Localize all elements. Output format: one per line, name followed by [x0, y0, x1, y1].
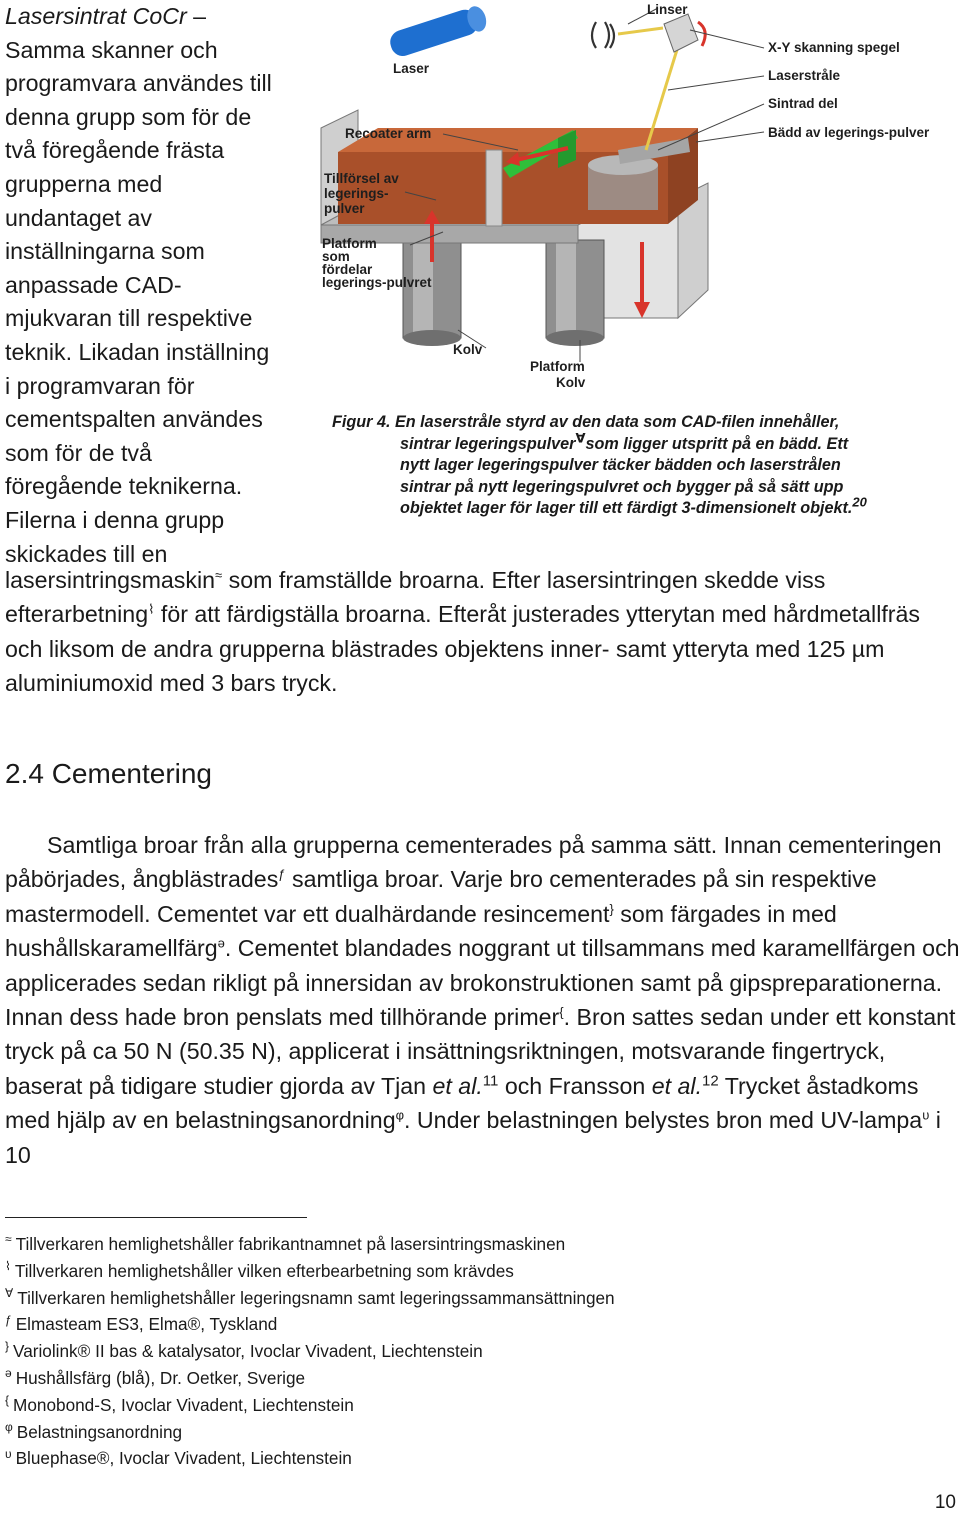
footnote-mark: ⌇ — [148, 601, 155, 617]
title-dash: – — [186, 3, 207, 29]
body-text: lasersintringsmaskin — [5, 567, 216, 593]
body-text: . Bron sattes sedan under ett konstant tryck på ca 50 N (50.35 N), applicerat i insättningsriktningen, motsvarande fingertryck, baserat på tidigare studier gjorda av Tjan — [5, 1004, 956, 1099]
footnote-mark: ≈ — [215, 567, 223, 583]
footnote-text: Variolink® II bas & katalysator, Ivoclar Vivadent, Liechtenstein — [13, 1341, 483, 1362]
reference-number: 12 — [702, 1072, 719, 1090]
body-text: och Fransson — [498, 1072, 652, 1099]
section-paragraph — [5, 828, 960, 1172]
wrap-line: anpassade CAD- — [5, 271, 182, 298]
caption-text: En laserstråle styrd av den data som CAD-filen innehåller, — [390, 413, 840, 431]
footnote-text: Tillverkaren hemlighetshåller vilken efterbearbetning som krävdes — [14, 1260, 514, 1281]
xy-mirror — [664, 14, 698, 52]
wrap-line: i programvaran för — [5, 372, 195, 399]
wrap-line: två föregående frästa — [5, 137, 225, 164]
footnote — [5, 1392, 905, 1419]
lens-1 — [592, 22, 596, 48]
footnote-mark: φ — [5, 1419, 13, 1434]
laser-unit — [387, 4, 489, 59]
label-tillforsel-1: Tillförsel av — [324, 171, 399, 186]
caption-lead: Figur 4. — [332, 413, 391, 431]
caption-text: sintrar legeringspulver — [400, 434, 576, 453]
label-platform-kolv-2: Kolv — [556, 375, 586, 390]
caption-line-2 — [332, 430, 932, 456]
laser-sintering-diagram — [318, 0, 960, 390]
footnote — [5, 1338, 905, 1365]
wrap-line: undantaget av — [5, 204, 152, 231]
label-laser: Laser — [393, 61, 430, 76]
wrap-line: Samma skanner och — [5, 36, 218, 63]
wrap-line: grupperna med — [5, 170, 163, 197]
wrap-line: mjukvaran till respektive — [5, 305, 253, 332]
wrap-line: Filerna i denna grupp — [5, 506, 225, 533]
footnote-divider — [5, 1217, 307, 1218]
footnote-mark: ƒ — [5, 1312, 12, 1327]
label-platform-kolv-1: Platform — [530, 359, 585, 374]
label-platform-1: Platform — [322, 236, 377, 251]
footnotes — [5, 1231, 905, 1472]
footnote-text: Tillverkaren hemlighetshåller fabrikantnamnet på lasersintringsmaskinen — [15, 1234, 566, 1254]
wrap-line: som för de två — [5, 439, 152, 466]
wrap-paragraph — [5, 0, 305, 571]
footnote-mark: ə — [5, 1366, 12, 1381]
subsection-title: Lasersintrat CoCr — [5, 3, 187, 29]
lens-2 — [605, 22, 609, 48]
separator-wall — [486, 150, 502, 226]
italic-etal: et al. — [432, 1072, 483, 1099]
label-recoater-arm: Recoater arm — [345, 126, 432, 141]
footnote — [5, 1365, 905, 1392]
caption-text: som ligger utspritt på en bädd. Ett — [585, 434, 849, 453]
wrap-line: teknik. Likadan inställning — [5, 338, 270, 365]
leader-laserstrale — [668, 76, 764, 90]
footnote-mark: ⌇ — [5, 1259, 11, 1274]
label-kolv: Kolv — [453, 342, 483, 357]
footnote-text: Belastningsanordning — [16, 1421, 183, 1442]
label-xy-spegel: X-Y skanning spegel — [768, 40, 900, 55]
footnote — [5, 1231, 905, 1258]
label-laserstrale: Laserstråle — [768, 68, 841, 83]
reference-number: 11 — [482, 1072, 499, 1090]
footnote-mark: υ — [5, 1446, 12, 1461]
laser-sintering-figure — [318, 0, 960, 390]
body-text: i 10 — [5, 1107, 941, 1168]
footnote-mark: ∀ — [575, 430, 586, 446]
footnote-mark: { — [559, 1004, 564, 1020]
lens-3 — [610, 24, 614, 48]
caption-line-4: sintrar på nytt legeringspulvret och bygger på så sätt upp — [400, 477, 844, 496]
footnote — [5, 1445, 905, 1472]
label-badd: Bädd av legerings-pulver — [768, 125, 930, 140]
body-text: Samtliga broar från alla grupperna cementerades på samma sätt. Innan cementeringen påbörjades, ångblästrades — [5, 832, 942, 893]
continued-paragraph — [5, 563, 955, 701]
page-number: 10 — [934, 1492, 956, 1513]
footnote-mark: } — [609, 901, 614, 917]
leader-badd — [696, 132, 764, 142]
body-text: som färgades in med hushållskaramellfärg — [5, 900, 837, 962]
footnote-text: Monobond-S, Ivoclar Vivadent, Liechtenstein — [13, 1394, 354, 1415]
footnote-mark: φ — [395, 1107, 405, 1123]
label-platform-2: som — [322, 249, 350, 264]
footnote-mark: ƒ — [278, 866, 286, 882]
label-tillforsel-2: legerings- — [324, 186, 389, 201]
caption-line-5 — [332, 494, 932, 520]
body-text: som framställde broarna. Efter lasersintringen skedde viss efterarbetning — [5, 567, 826, 628]
wrap-line: programvara användes till — [5, 70, 272, 97]
footnote — [5, 1285, 905, 1312]
label-linser: Linser — [647, 2, 688, 17]
wrap-line-0 — [5, 0, 305, 34]
caption-line-3: nytt lager legeringspulver täcker bädden och laserstrålen — [400, 456, 841, 474]
footnote — [5, 1258, 905, 1285]
footnote-mark: { — [5, 1393, 10, 1408]
footnote-mark: ≈ — [5, 1232, 12, 1247]
footnote-text: Elmasteam ES3, Elma®, Tyskland — [15, 1314, 278, 1335]
wrap-line: skickades till en — [5, 540, 168, 567]
section-heading: 2.4 Cementering — [5, 758, 213, 789]
footnote — [5, 1311, 905, 1338]
footnote-mark: ə — [217, 935, 225, 951]
label-platform-4: legerings-pulvret — [322, 275, 432, 290]
body-text: Trycket åstadkoms med hjälp av en belastningsanordning — [5, 1072, 919, 1134]
label-tillforsel-3: pulver — [324, 201, 365, 216]
right-piston-base — [546, 330, 604, 346]
caption-text: objektet lager för lager till ett färdigt 3-dimensionelt objekt. — [400, 499, 853, 517]
mirror-rotation-arrow — [698, 22, 705, 46]
footnote-text: Hushållsfärg (blå), Dr. Oetker, Sverige — [15, 1367, 306, 1388]
leader-sintrad — [658, 104, 764, 150]
label-sintrad-del: Sintrad del — [768, 96, 838, 111]
body-text: för att färdigställa broarna. Efteråt justerades ytterytan med hårdmetallfräs och liksom de andra grupperna blästrades objektens inner- samt ytteryta med 125 µm aluminiumoxid med 3 bars tryck. — [5, 601, 921, 697]
italic-etal: et al. — [651, 1072, 703, 1099]
right-piston-highlight — [556, 240, 576, 338]
wrap-line: cementspalten användes — [5, 406, 263, 433]
body-text: samtliga broar. Varje bro cementerades på sin respektive mastermodell. Cementet var ett dualhärdande resincement — [5, 866, 877, 927]
reference-number: 20 — [852, 494, 867, 510]
body-text: . Under belastningen belystes bron med UV-lampa — [404, 1107, 923, 1134]
laser-beam-horizontal — [618, 28, 663, 34]
wrap-line: föregående teknikerna. — [5, 473, 243, 500]
body-text: . Cementet blandades noggrant ut tillsammans med karamellfärgen och applicerades sedan rikligt på innersidan av brokonstruktionen samt på gipspreparationerna. Innan dess hade bron penslats med tillhörande primer — [5, 935, 960, 1031]
footnote-mark: } — [5, 1339, 10, 1354]
footnote — [5, 1419, 905, 1446]
footnote-text: Bluephase®, Ivoclar Vivadent, Liechtenstein — [15, 1448, 352, 1469]
footnote-mark: ∀ — [5, 1285, 14, 1300]
wrap-line: inställningarna som — [5, 238, 205, 265]
figure-caption — [332, 412, 932, 520]
caption-line-1 — [332, 412, 932, 434]
label-platform-3: fördelar — [322, 262, 373, 277]
footnote-text: Tillverkaren hemlighetshåller legeringsnamn samt legeringssammansättningen — [17, 1287, 615, 1308]
laser-body — [387, 7, 481, 60]
wrap-line: denna grupp som för de — [5, 103, 252, 130]
footnote-mark: υ — [922, 1107, 930, 1123]
